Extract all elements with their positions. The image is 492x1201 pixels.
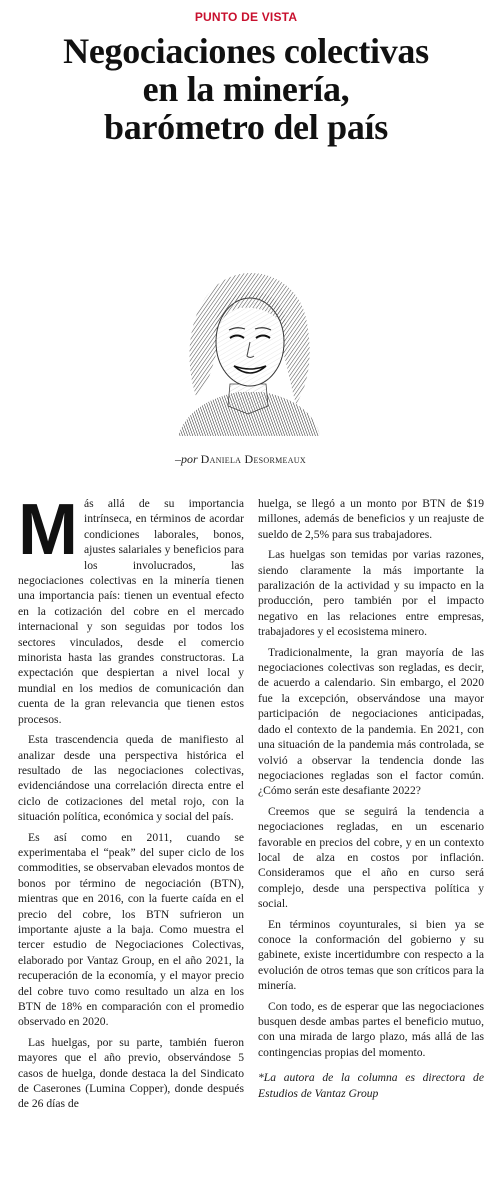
paragraph: En términos coyunturales, si bien ya se conoce la conformación del gobierno y su gabinete, existe incertidumbre con respecto a la evolución de otros temas que son críticos para la minería. bbox=[258, 917, 484, 993]
headline-line-3: barómetro del país bbox=[104, 107, 388, 147]
paragraph: Esta trascendencia queda de manifiesto al analizar desde una perspectiva histórica el resultado de las negociaciones colectivas, evidenciándose una correlación directa entre el ciclo de cotizaciones del metal rojo, con la situación política, económica y social del país. bbox=[18, 733, 244, 824]
paragraph: Las huelgas, por su parte, también fueron mayores que el año previo, observándose 5 casos de huelga, donde destaca la del Sindicato de Caserones (Lumina Copper), donde después de 26 días de bbox=[18, 1035, 244, 1111]
paragraph: Tradicionalmente, la gran mayoría de las negociaciones colectivas son regladas, es decir, de acuerdo a calendario. Sin embargo, el 2020 fue la excepción, observándose una mayor participación de negociaciones anticipadas, dado el contexto de la pandemia. En 2021, con una situación de la pandemia más controlada, se volvió a observar la tendencia donde las negociaciones regladas son el factor común. ¿Cómo serán este desafiante 2022? bbox=[258, 645, 484, 798]
paragraph: Creemos que se seguirá la tendencia a negociaciones regladas, en un escenario favorable en precios del cobre, y en un contexto local de alza en costos por inflación. Consideramos que el año en curso será complejo, desde una perspectiva política y social. bbox=[258, 804, 484, 911]
article-column-1 bbox=[18, 490, 244, 1117]
headline bbox=[8, 32, 484, 146]
author-note: *La autora de la columna es directora de Estudios de Vantaz Group bbox=[258, 1071, 484, 1100]
headline-line-1: Negociaciones colectivas bbox=[63, 31, 429, 71]
section-kicker: PUNTO DE VISTA bbox=[194, 10, 298, 24]
article-body bbox=[18, 490, 484, 1117]
paragraph: Con todo, es de esperar que las negociaciones busquen desde ambas partes el beneficio mutuo, con una mirada de largo plazo, más allá de las contingencias propias del momento. bbox=[258, 999, 484, 1059]
paragraph: Más allá de su importancia intrínseca, en términos de acordar condiciones laborales, bonos, ajustes salariales y beneficios para los involucrados, las negociaciones colectivas en la minería tienen una importancia país: tienen un eventual efecto en la cotización del cobre en el mercado internacional y son seguidas por todos los sectores vinculados, desde el comercio minorista hasta las grandes constructoras. La expectación que despiertan a nivel local y mundial en los medios de comunicación dan cuenta de la gran relevancia que tienen estos procesos. bbox=[18, 490, 244, 726]
paragraph: huelga, se llegó a un monto por BTN de $19 millones, además de beneficios y un reajuste de sueldo de 2,5% para sus trabajadores. bbox=[258, 497, 484, 541]
byline-prefix: –por bbox=[175, 452, 201, 466]
paragraph: Es así como en 2011, cuando se experimentaba el “peak” del super ciclo de los commodities, se observaban elevados montos de bonos por término de negociación (BTN), mientras que en 2016, con la fuerte caída en el precio del cobre, los BTN sufrieron un importante ajuste a la baja. Como muestra el tercer estudio de Negociaciones Colectivas, elaborado por Vantaz Group, en el año 2021, la recuperación de la economía, y el mayor precio del cobre tuvo como resultado un alza en los BTN de 18% en comparación con el promedio observado en 2020. bbox=[18, 830, 244, 1029]
drop-cap: M bbox=[18, 490, 78, 570]
byline-author: Daniela Desormeaux bbox=[200, 452, 306, 466]
headline-line-2: en la minería, bbox=[142, 69, 350, 109]
byline bbox=[175, 452, 306, 467]
article-column-2 bbox=[258, 496, 484, 1117]
author-portrait bbox=[168, 256, 328, 436]
paragraph: Las huelgas son temidas por varias razones, siendo claramente la más importante la paralización de la actividad y su impacto en la producción, pero también por el impacto negativo en las relaciones entre empresas, trabajadores y el ecosistema minero. bbox=[258, 548, 484, 639]
